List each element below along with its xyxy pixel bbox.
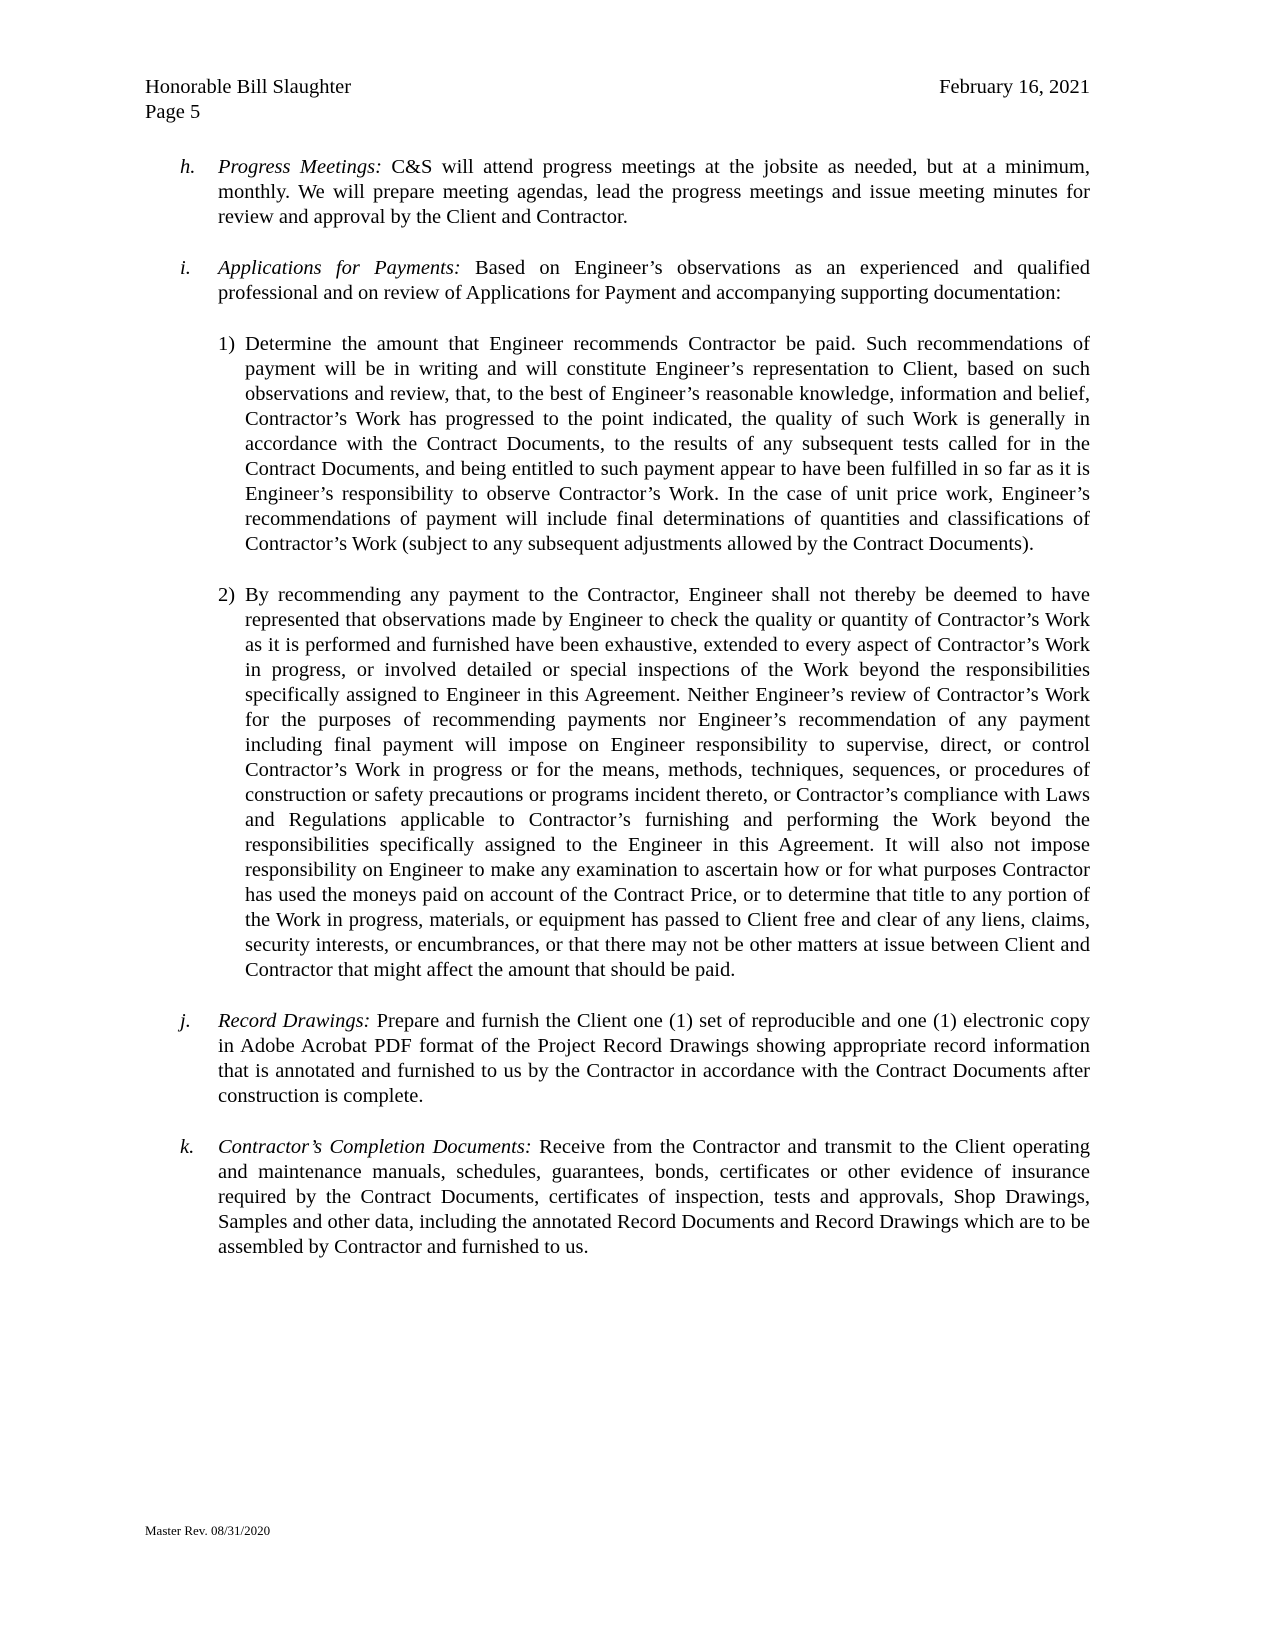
item-text: Based on Engineer’s observations as an experienced and qualified professional and on review of Applications for Payment and accompanying supporting documentation: bbox=[218, 257, 1090, 304]
item-paragraph bbox=[218, 155, 1090, 230]
list-item-h bbox=[145, 155, 1090, 230]
subitem-label: 2) bbox=[218, 584, 236, 606]
item-body bbox=[218, 256, 1090, 983]
letter-date: February 16, 2021 bbox=[939, 76, 1090, 98]
item-lead: Contractor’s Completion Documents: bbox=[218, 1136, 532, 1158]
item-text: Receive from the Contractor and transmit to the Client operating and maintenance manuals, schedules, guarantees, bonds, certificates or other evidence of insurance required by the Contract Documents, certificates of inspection, tests and approvals, Shop Drawings, Samples and other data, including the annotated Record Documents and Record Drawings which are to be assembled by Contractor and furnished to us. bbox=[218, 1136, 1091, 1258]
list-item-i bbox=[145, 256, 1090, 983]
item-label: h. bbox=[180, 156, 196, 178]
subitem-text: Determine the amount that Engineer recommends Contractor be paid. Such recommendations of payment will be in writing and will constitute Engineer’s representation to Client, based on such observations and review, that, to the best of Engineer’s reasonable knowledge, information and belief, Contractor’s Work has progressed to the point indicated, the quality of such Work is generally in accordance with the Contract Documents, to the results of any subsequent tests called for in the Contract Documents, and being entitled to such payment appear to have been fulfilled in so far as it is Engineer’s responsibility to observe Contractor’s Work. In the case of unit price work, Engineer’s recommendations of payment will include final determinations of quantities and classifications of Contractor’s Work (subject to any subsequent adjustments allowed by the Contract Documents). bbox=[245, 333, 1090, 555]
item-paragraph bbox=[218, 1009, 1090, 1109]
item-lead: Record Drawings: bbox=[218, 1010, 371, 1032]
sub-item-1 bbox=[218, 332, 1090, 557]
item-label: k. bbox=[180, 1136, 195, 1158]
item-paragraph bbox=[218, 256, 1090, 306]
sub-item-2 bbox=[218, 583, 1090, 983]
recipient-name: Honorable Bill Slaughter bbox=[145, 76, 352, 98]
item-lead: Progress Meetings: bbox=[218, 156, 382, 178]
item-label: j. bbox=[180, 1010, 191, 1032]
item-body bbox=[218, 155, 1090, 230]
subitem-text: By recommending any payment to the Contractor, Engineer shall not thereby be deemed to have represented that observations made by Engineer to check the quality or quantity of Contractor’s Work as it is performed and furnished have been exhaustive, extended to every aspect of Contractor’s Work in progress, or involved detailed or special inspections of the Work beyond the responsibilities specifically assigned to Engineer in this Agreement. Neither Engineer’s review of Contractor’s Work for the purposes of recommending payments nor Engineer’s recommendation of any payment including final payment will impose on Engineer responsibility to supervise, direct, or control Contractor’s Work in progress or for the means, methods, techniques, sequences, or procedures of construction or safety precautions or programs incident thereto, or Contractor’s compliance with Laws and Regulations applicable to Contractor’s furnishing and performing the Work beyond the responsibilities specifically assigned to the Engineer in this Agreement. It will also not impose responsibility on Engineer to make any examination to ascertain how or for what purposes Contractor has used the moneys paid on account of the Contract Price, or to determine that title to any portion of the Work in progress, materials, or equipment has passed to Client free and clear of any liens, claims, security interests, or encumbrances, or that there may not be other matters at issue between Client and Contractor that might affect the amount that should be paid. bbox=[245, 584, 1090, 981]
footer-revision: Master Rev. 08/31/2020 bbox=[145, 1523, 271, 1538]
subitem-label: 1) bbox=[218, 333, 236, 355]
item-label: i. bbox=[180, 257, 191, 279]
item-text: Prepare and furnish the Client one (1) set of reproducible and one (1) electronic copy in Adobe Acrobat PDF format of the Project Record Drawings showing appropriate record information that is annotated and furnished to us by the Contractor in accordance with the Contract Documents after construction is complete. bbox=[218, 1010, 1090, 1107]
list-item-k bbox=[145, 1135, 1090, 1260]
item-paragraph bbox=[218, 1135, 1090, 1260]
list-item-j bbox=[145, 1009, 1090, 1109]
item-text: C&S will attend progress meetings at the jobsite as needed, but at a minimum, monthly. We will prepare meeting agendas, lead the progress meetings and issue meeting minutes for review and approval by the Client and Contractor. bbox=[218, 156, 1091, 228]
subitem-body bbox=[245, 583, 1090, 983]
page-number: Page 5 bbox=[145, 101, 201, 123]
header-left-block bbox=[145, 75, 351, 125]
letter-header bbox=[145, 75, 1090, 125]
subitem-body bbox=[245, 332, 1090, 557]
item-body bbox=[218, 1135, 1090, 1260]
item-body bbox=[218, 1009, 1090, 1109]
letter-body bbox=[145, 155, 1090, 1260]
item-lead: Applications for Payments: bbox=[218, 257, 461, 279]
